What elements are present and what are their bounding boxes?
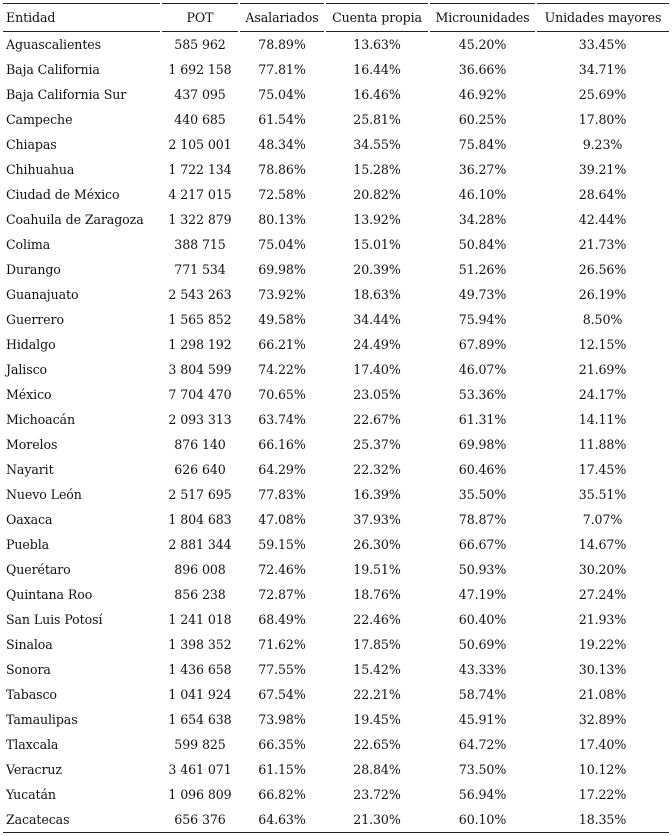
cell-cuenta-propia: 17.40% — [353, 362, 401, 377]
cell-entidad: Chihuahua — [6, 162, 75, 177]
cell-pot: 4 217 015 — [168, 187, 232, 202]
cell-cuenta-propia: 17.85% — [353, 637, 401, 652]
cell-cuenta-propia: 15.42% — [353, 662, 401, 677]
cell-microunidades: 67.89% — [458, 337, 507, 352]
cell-asalariados: 80.13% — [258, 212, 306, 227]
cell-entidad: Durango — [6, 262, 61, 277]
cell-asalariados: 73.98% — [258, 712, 306, 727]
cell-asalariados: 77.81% — [258, 62, 306, 77]
table-row — [3, 257, 669, 282]
cell-pot: 771 534 — [174, 262, 226, 277]
cell-unidades-mayores: 17.22% — [578, 787, 627, 802]
table-row — [3, 82, 669, 107]
table-row — [3, 457, 669, 482]
table-row — [3, 32, 669, 58]
cell-asalariados: 66.35% — [258, 737, 306, 752]
cell-entidad: Ciudad de México — [6, 187, 120, 202]
table-row — [3, 657, 669, 682]
cell-cuenta-propia: 18.76% — [353, 587, 401, 602]
cell-entidad: Sinaloa — [6, 637, 53, 652]
cell-pot: 656 376 — [161, 807, 239, 833]
cell-microunidades: 60.40% — [458, 612, 507, 627]
cell-pot: 896 008 — [174, 562, 226, 577]
cell-entidad: Coahuila de Zaragoza — [6, 212, 144, 227]
cell-microunidades: 36.27% — [458, 162, 507, 177]
cell-pot: 1 096 809 — [168, 787, 232, 802]
cell-cuenta-propia: 15.01% — [353, 237, 401, 252]
cell-entidad: Quintana Roo — [6, 587, 93, 602]
cell-entidad: Yucatán — [6, 787, 56, 802]
cell-unidades-mayores: 14.11% — [578, 412, 627, 427]
document-page — [3, 3, 669, 833]
cell-pot: 1 654 638 — [168, 712, 232, 727]
cell-entidad: Baja California Sur — [6, 87, 127, 102]
table-row — [3, 232, 669, 257]
cell-cuenta-propia: 21.30% — [325, 807, 429, 833]
cell-entidad: Morelos — [6, 437, 58, 452]
cell-microunidades: 45.20% — [458, 37, 507, 52]
cell-cuenta-propia: 13.92% — [353, 212, 401, 227]
cell-cuenta-propia: 20.39% — [353, 262, 401, 277]
cell-microunidades: 60.10% — [429, 807, 536, 833]
table-row — [3, 557, 669, 582]
cell-asalariados: 78.86% — [258, 162, 306, 177]
cell-asalariados: 70.65% — [258, 387, 306, 402]
cell-unidades-mayores: 25.69% — [578, 87, 627, 102]
cell-asalariados: 71.62% — [258, 637, 306, 652]
header-microunidades: Microunidades — [429, 4, 536, 32]
cell-asalariados: 75.04% — [258, 87, 306, 102]
cell-asalariados: 59.15% — [258, 537, 306, 552]
cell-unidades-mayores: 17.40% — [578, 737, 627, 752]
header-unidades-mayores: Unidades mayores — [536, 4, 669, 32]
cell-microunidades: 36.66% — [458, 62, 507, 77]
cell-asalariados: 72.46% — [258, 562, 306, 577]
table-row — [3, 482, 669, 507]
cell-pot: 585 962 — [174, 37, 226, 52]
table-row — [3, 532, 669, 557]
header-asalariados: Asalariados — [239, 4, 325, 32]
cell-unidades-mayores: 12.15% — [578, 337, 627, 352]
cell-entidad: Tlaxcala — [6, 737, 59, 752]
cell-pot: 2 093 313 — [168, 412, 232, 427]
cell-pot: 2 517 695 — [168, 487, 232, 502]
cell-microunidades: 75.84% — [458, 137, 507, 152]
cell-pot: 1 241 018 — [168, 612, 232, 627]
cell-unidades-mayores: 21.93% — [578, 612, 627, 627]
cell-microunidades: 64.72% — [458, 737, 507, 752]
header-cuenta-propia: Cuenta propia — [325, 4, 429, 32]
cell-microunidades: 75.94% — [458, 312, 507, 327]
cell-pot: 2 543 263 — [168, 287, 232, 302]
cell-unidades-mayores: 10.12% — [578, 762, 627, 777]
cell-unidades-mayores: 21.73% — [578, 237, 627, 252]
cell-cuenta-propia: 16.44% — [353, 62, 401, 77]
cell-asalariados: 73.92% — [258, 287, 306, 302]
cell-microunidades: 73.50% — [458, 762, 507, 777]
cell-microunidades: 46.92% — [458, 87, 507, 102]
table-row — [3, 332, 669, 357]
cell-asalariados: 74.22% — [258, 362, 306, 377]
cell-unidades-mayores: 26.56% — [578, 262, 627, 277]
cell-microunidades: 69.98% — [458, 437, 507, 452]
cell-entidad: Michoacán — [6, 412, 75, 427]
cell-microunidades: 46.07% — [458, 362, 507, 377]
cell-pot: 1 565 852 — [168, 312, 232, 327]
cell-microunidades: 66.67% — [458, 537, 507, 552]
cell-entidad: Querétaro — [6, 562, 71, 577]
cell-pot: 2 881 344 — [168, 537, 232, 552]
cell-cuenta-propia: 15.28% — [353, 162, 401, 177]
cell-microunidades: 34.28% — [458, 212, 507, 227]
cell-microunidades: 56.94% — [458, 787, 507, 802]
cell-pot: 1 436 658 — [168, 662, 232, 677]
cell-pot: 437 095 — [174, 87, 226, 102]
cell-cuenta-propia: 28.84% — [353, 762, 401, 777]
cell-asalariados: 64.29% — [258, 462, 306, 477]
cell-asalariados: 68.49% — [258, 612, 306, 627]
cell-pot: 1 322 879 — [168, 212, 232, 227]
cell-pot: 1 722 134 — [168, 162, 232, 177]
cell-microunidades: 60.46% — [458, 462, 507, 477]
cell-unidades-mayores: 34.71% — [578, 62, 627, 77]
cell-entidad: Chiapas — [6, 137, 57, 152]
cell-microunidades: 61.31% — [458, 412, 507, 427]
table-row — [3, 582, 669, 607]
cell-cuenta-propia: 19.45% — [353, 712, 401, 727]
cell-pot: 1 298 192 — [168, 337, 232, 352]
cell-entidad: Campeche — [6, 112, 73, 127]
table-row — [3, 207, 669, 232]
cell-pot: 1 398 352 — [168, 637, 232, 652]
table-row — [3, 607, 669, 632]
cell-asalariados: 47.08% — [258, 512, 306, 527]
cell-unidades-mayores: 11.88% — [578, 437, 627, 452]
table-row — [3, 107, 669, 132]
cell-microunidades: 53.36% — [458, 387, 507, 402]
table-row — [3, 807, 669, 833]
cell-pot: 3 804 599 — [168, 362, 232, 377]
cell-cuenta-propia: 22.21% — [353, 687, 401, 702]
cell-entidad: Zacatecas — [3, 807, 161, 833]
cell-microunidades: 49.73% — [458, 287, 507, 302]
table-row — [3, 307, 669, 332]
cell-cuenta-propia: 34.44% — [353, 312, 401, 327]
cell-asalariados: 66.21% — [258, 337, 306, 352]
cell-entidad: Puebla — [6, 537, 50, 552]
cell-pot: 599 825 — [174, 737, 226, 752]
header-row — [3, 4, 669, 32]
cell-unidades-mayores: 26.19% — [578, 287, 627, 302]
cell-pot: 1 804 683 — [168, 512, 232, 527]
cell-cuenta-propia: 37.93% — [353, 512, 401, 527]
cell-unidades-mayores: 30.20% — [578, 562, 627, 577]
cell-entidad: Guanajuato — [6, 287, 79, 302]
table-row — [3, 732, 669, 757]
cell-microunidades: 51.26% — [458, 262, 507, 277]
cell-unidades-mayores: 39.21% — [578, 162, 627, 177]
cell-microunidades: 60.25% — [458, 112, 507, 127]
cell-asalariados: 48.34% — [258, 137, 306, 152]
table-row — [3, 282, 669, 307]
cell-cuenta-propia: 16.46% — [353, 87, 401, 102]
cell-asalariados: 75.04% — [258, 237, 306, 252]
table-row — [3, 157, 669, 182]
cell-asalariados: 77.55% — [258, 662, 306, 677]
cell-cuenta-propia: 22.65% — [353, 737, 401, 752]
cell-unidades-mayores: 28.64% — [578, 187, 627, 202]
cell-cuenta-propia: 20.82% — [353, 187, 401, 202]
cell-microunidades: 50.93% — [458, 562, 507, 577]
table-row — [3, 57, 669, 82]
cell-pot: 1 692 158 — [168, 62, 232, 77]
table-row — [3, 432, 669, 457]
cell-unidades-mayores: 8.50% — [582, 312, 623, 327]
cell-unidades-mayores: 30.13% — [578, 662, 627, 677]
cell-asalariados: 77.83% — [258, 487, 306, 502]
cell-entidad: México — [6, 387, 52, 402]
cell-entidad: Tabasco — [6, 687, 57, 702]
cell-unidades-mayores: 17.80% — [578, 112, 627, 127]
cell-cuenta-propia: 34.55% — [353, 137, 401, 152]
cell-entidad: Oaxaca — [6, 512, 53, 527]
cell-asalariados: 72.87% — [258, 587, 306, 602]
cell-asalariados: 67.54% — [258, 687, 306, 702]
cell-unidades-mayores: 27.24% — [578, 587, 627, 602]
cell-cuenta-propia: 16.39% — [353, 487, 401, 502]
cell-unidades-mayores: 35.51% — [578, 487, 627, 502]
cell-cuenta-propia: 22.67% — [353, 412, 401, 427]
cell-asalariados: 49.58% — [258, 312, 306, 327]
cell-unidades-mayores: 24.17% — [578, 387, 627, 402]
cell-entidad: Nayarit — [6, 462, 54, 477]
cell-entidad: Guerrero — [6, 312, 64, 327]
table-row — [3, 132, 669, 157]
cell-asalariados: 66.82% — [258, 787, 306, 802]
cell-asalariados: 78.89% — [258, 37, 306, 52]
cell-cuenta-propia: 23.72% — [353, 787, 401, 802]
cell-microunidades: 78.87% — [458, 512, 507, 527]
cell-entidad: Baja California — [6, 62, 100, 77]
table-row — [3, 757, 669, 782]
table-row — [3, 507, 669, 532]
cell-entidad: Veracruz — [6, 762, 62, 777]
cell-unidades-mayores: 18.35% — [536, 807, 669, 833]
cell-microunidades: 35.50% — [458, 487, 507, 502]
cell-pot: 626 640 — [174, 462, 226, 477]
table-row — [3, 632, 669, 657]
cell-microunidades: 58.74% — [458, 687, 507, 702]
cell-entidad: Aguascalientes — [6, 37, 101, 52]
cell-cuenta-propia: 19.51% — [353, 562, 401, 577]
header-entidad: Entidad — [3, 4, 161, 32]
cell-cuenta-propia: 24.49% — [353, 337, 401, 352]
cell-entidad: Sonora — [6, 662, 51, 677]
cell-unidades-mayores: 7.07% — [582, 512, 623, 527]
cell-microunidades: 43.33% — [458, 662, 507, 677]
employment-table — [3, 3, 669, 833]
table-header — [3, 4, 669, 32]
cell-microunidades: 45.91% — [458, 712, 507, 727]
cell-unidades-mayores: 21.08% — [578, 687, 627, 702]
cell-microunidades: 50.84% — [458, 237, 507, 252]
cell-pot: 856 238 — [174, 587, 226, 602]
cell-entidad: Hidalgo — [6, 337, 56, 352]
cell-cuenta-propia: 18.63% — [353, 287, 401, 302]
cell-pot: 2 105 001 — [168, 137, 232, 152]
cell-unidades-mayores: 32.89% — [578, 712, 627, 727]
cell-unidades-mayores: 42.44% — [578, 212, 627, 227]
cell-cuenta-propia: 25.37% — [353, 437, 401, 452]
cell-asalariados: 69.98% — [258, 262, 306, 277]
cell-cuenta-propia: 13.63% — [353, 37, 401, 52]
table-row — [3, 407, 669, 432]
cell-asalariados: 61.15% — [258, 762, 306, 777]
table-row — [3, 182, 669, 207]
cell-entidad: Nuevo León — [6, 487, 82, 502]
cell-cuenta-propia: 25.81% — [353, 112, 401, 127]
cell-unidades-mayores: 14.67% — [578, 537, 627, 552]
table-row — [3, 707, 669, 732]
cell-unidades-mayores: 33.45% — [578, 37, 627, 52]
cell-unidades-mayores: 19.22% — [578, 637, 627, 652]
cell-pot: 3 461 071 — [168, 762, 232, 777]
header-pot: POT — [161, 4, 239, 32]
cell-pot: 7 704 470 — [168, 387, 232, 402]
cell-cuenta-propia: 26.30% — [353, 537, 401, 552]
cell-asalariados: 61.54% — [258, 112, 306, 127]
cell-unidades-mayores: 17.45% — [578, 462, 627, 477]
table-row — [3, 357, 669, 382]
cell-unidades-mayores: 9.23% — [582, 137, 623, 152]
cell-cuenta-propia: 23.05% — [353, 387, 401, 402]
cell-entidad: Tamaulipas — [6, 712, 78, 727]
cell-pot: 388 715 — [174, 237, 226, 252]
cell-cuenta-propia: 22.32% — [353, 462, 401, 477]
cell-unidades-mayores: 21.69% — [578, 362, 627, 377]
table-row — [3, 782, 669, 807]
cell-pot: 440 685 — [174, 112, 226, 127]
cell-microunidades: 50.69% — [458, 637, 507, 652]
cell-microunidades: 47.19% — [458, 587, 507, 602]
table-row — [3, 382, 669, 407]
cell-asalariados: 64.63% — [239, 807, 325, 833]
cell-asalariados: 63.74% — [258, 412, 306, 427]
cell-pot: 1 041 924 — [168, 687, 232, 702]
table-body — [3, 32, 669, 833]
table-row — [3, 682, 669, 707]
cell-pot: 876 140 — [174, 437, 226, 452]
cell-asalariados: 72.58% — [258, 187, 306, 202]
cell-microunidades: 46.10% — [458, 187, 507, 202]
cell-cuenta-propia: 22.46% — [353, 612, 401, 627]
cell-entidad: San Luis Potosí — [6, 612, 103, 627]
cell-entidad: Colima — [6, 237, 51, 252]
cell-asalariados: 66.16% — [258, 437, 306, 452]
cell-entidad: Jalisco — [6, 362, 48, 377]
